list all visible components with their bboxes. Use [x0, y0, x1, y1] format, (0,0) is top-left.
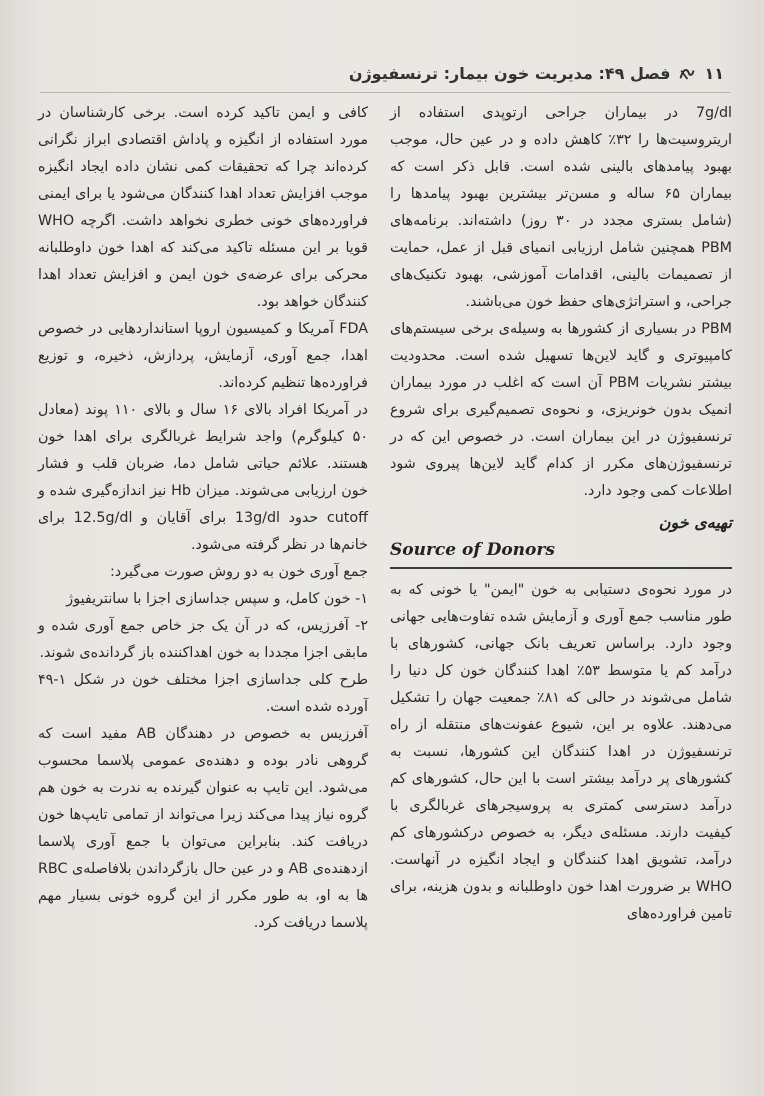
header-divider	[40, 92, 730, 93]
paragraph: FDA آمریکا و کمیسیون اروپا استانداردهایی در خصوص اهدا، جمع آوری، آزمایش، پردازش، ذخیره، و توزیع فراورده‌ها تنظیم کرده‌اند.	[38, 321, 368, 391]
paragraph: 7g/dl در بیماران جراحی ارتوپدی استفاده از اریتروسیت‌ها را ۳۲٪ کاهش داده و در عین حال، موجب بهبود پیامدهای بالینی شده است. قابل ذکر است که بیماران ۶۵ ساله و مسن‌تر بیشترین بهبود پیامدها را (شامل بستری مجدد در ۳۰ روز) داشته‌اند. برنامه‌های PBM همچنین شامل ارزیابی انمیای قبل از عمل، حمایت از تصمیمات بالینی، اقدامات آموزشی، بهبود تکنیک‌های جراحی، و استراتژی‌های حفظ خون می‌باشند.	[390, 105, 733, 310]
paragraph: طرح کلی جداسازی اجزا مختلف خون در شکل ۱-۴۹ آورده شده است.	[38, 672, 368, 715]
paragraph: جمع آوری خون به دو روش صورت می‌گیرد:	[109, 564, 368, 580]
right-column	[390, 100, 732, 928]
list-item: ۱- خون کامل، و سپس جداسازی اجزا با سانتریفیوژ	[66, 591, 368, 607]
book-logo-icon	[678, 64, 696, 82]
paragraph: آفرزیس به خصوص در دهندگان AB مفید است که گروهی نادر بوده و دهنده‌ی عمومی پلاسما محسوب می‌شود. این تایپ به عنوان گیرنده به ندرت به خون هم گروه نیاز پیدا می‌کند زیرا می‌تواند از تمامی تایپ‌ها خون دریافت کند. بنابراین می‌توان با جمع آوری پلاسما ازدهنده‌ی AB و در عین حال بازگرداندن بلافاصله‌ی RBC ها به او، به طور مکرر از این گروه خونی بسیار مهم پلاسما دریافت کرد.	[38, 726, 368, 931]
paragraph: در آمریکا افراد بالای ۱۶ سال و بالای ۱۱۰ پوند (معادل ۵۰ کیلوگرم) واجد شرایط غربالگری برای اهدا خون هستند. علائم حیاتی شامل دما، ضربان قلب و فشار خون ارزیابی می‌شوند. میزان Hb نیز اندازه‌گیری شده و cutoff حدود 13g/dl برای آقایان و 12.5g/dl برای خانم‌ها در نظر گرفته می‌شود.	[38, 402, 368, 553]
list-item: ۲- آفرزیس، که در آن یک جز خاص جمع آوری شده و مابقی اجزا مجددا به خون اهداکننده باز گردانده‌ی شوند.	[38, 618, 368, 661]
page-header	[40, 58, 730, 88]
left-column	[38, 100, 368, 937]
chapter-title: فصل ۴۹: مدیریت خون بیمار: ترنسفیوژن	[348, 63, 671, 83]
paragraph: در مورد نحوه‌ی دستیابی به خون "ایمن" یا خونی که به طور مناسب جمع آوری و آزمایش شده تفاوت‌هایی جهانی وجود دارد. براساس تعریف بانک جهانی، کشورهای با درآمد کم یا متوسط ۵۳٪ اهدا کنندگان خون کل دنیا را شامل می‌شوند در حالی که ۸۱٪ جمعیت جهان را تشکیل می‌دهند. علاوه بر این، شیوع عفونت‌های منتقله از راه ترنسفیوژن در اهدا کنندگان این کشورها، نسبت به کشورهای پر درآمد بیشتر است با این حال، کشورهای کم درآمد دسترسی کمتری به پروسیجرهای غربالگری با کیفیت دارند. مسئله‌ی دیگر، به خصوص درکشورهای کم درآمد، تشویق اهدا کنندگان و ایجاد انگیزه در آنهاست. WHO بر ضرورت اهدا خون داوطلبانه و بدون هزینه، برای تامین فراورده‌های	[390, 582, 732, 922]
section-divider	[390, 567, 732, 569]
paragraph: کافی و ایمن تاکید کرده است. برخی کارشناسان در مورد استفاده از انگیزه و پاداش اقتصادی ابراز نگرانی کرده‌اند چرا که تحقیقات کمی نشان داده ایجاد انگیزه موجب افزایش تعداد اهدا کنندگان می‌شود یا برای ایمنی فراورده‌های خونی خطری نخواهد داشت. اگرچه WHO قویا بر این مسئله تاکید می‌کند که اهدا خون داوطلبانه محرکی برای عرضه‌ی خون ایمن و افزایش تعداد اهدا کنندگان خواهد بود.	[38, 105, 368, 310]
section-title-english: Source of Donors	[390, 540, 555, 560]
paragraph: PBM در بسیاری از کشورها به وسیله‌ی برخی سیستم‌های کامپیوتری و گاید لاین‌ها تسهیل شده است. محدودیت بیشتر نشریات PBM آن است که اغلب در مورد بیماران انمیک بدون خونریزی، و نحوه‌ی تصمیم‌گیری برای شروع ترنسفیوژن در این بیماران است. در خصوص این که در ترنسفیوژن‌های مکرر از کدام گاید لاین‌ها پیروی شود اطلاعات کمی وجود دارد.	[390, 321, 732, 499]
section-title-persian: تهیه‌ی خون	[658, 513, 732, 532]
page-number: ۱۱	[704, 63, 724, 83]
